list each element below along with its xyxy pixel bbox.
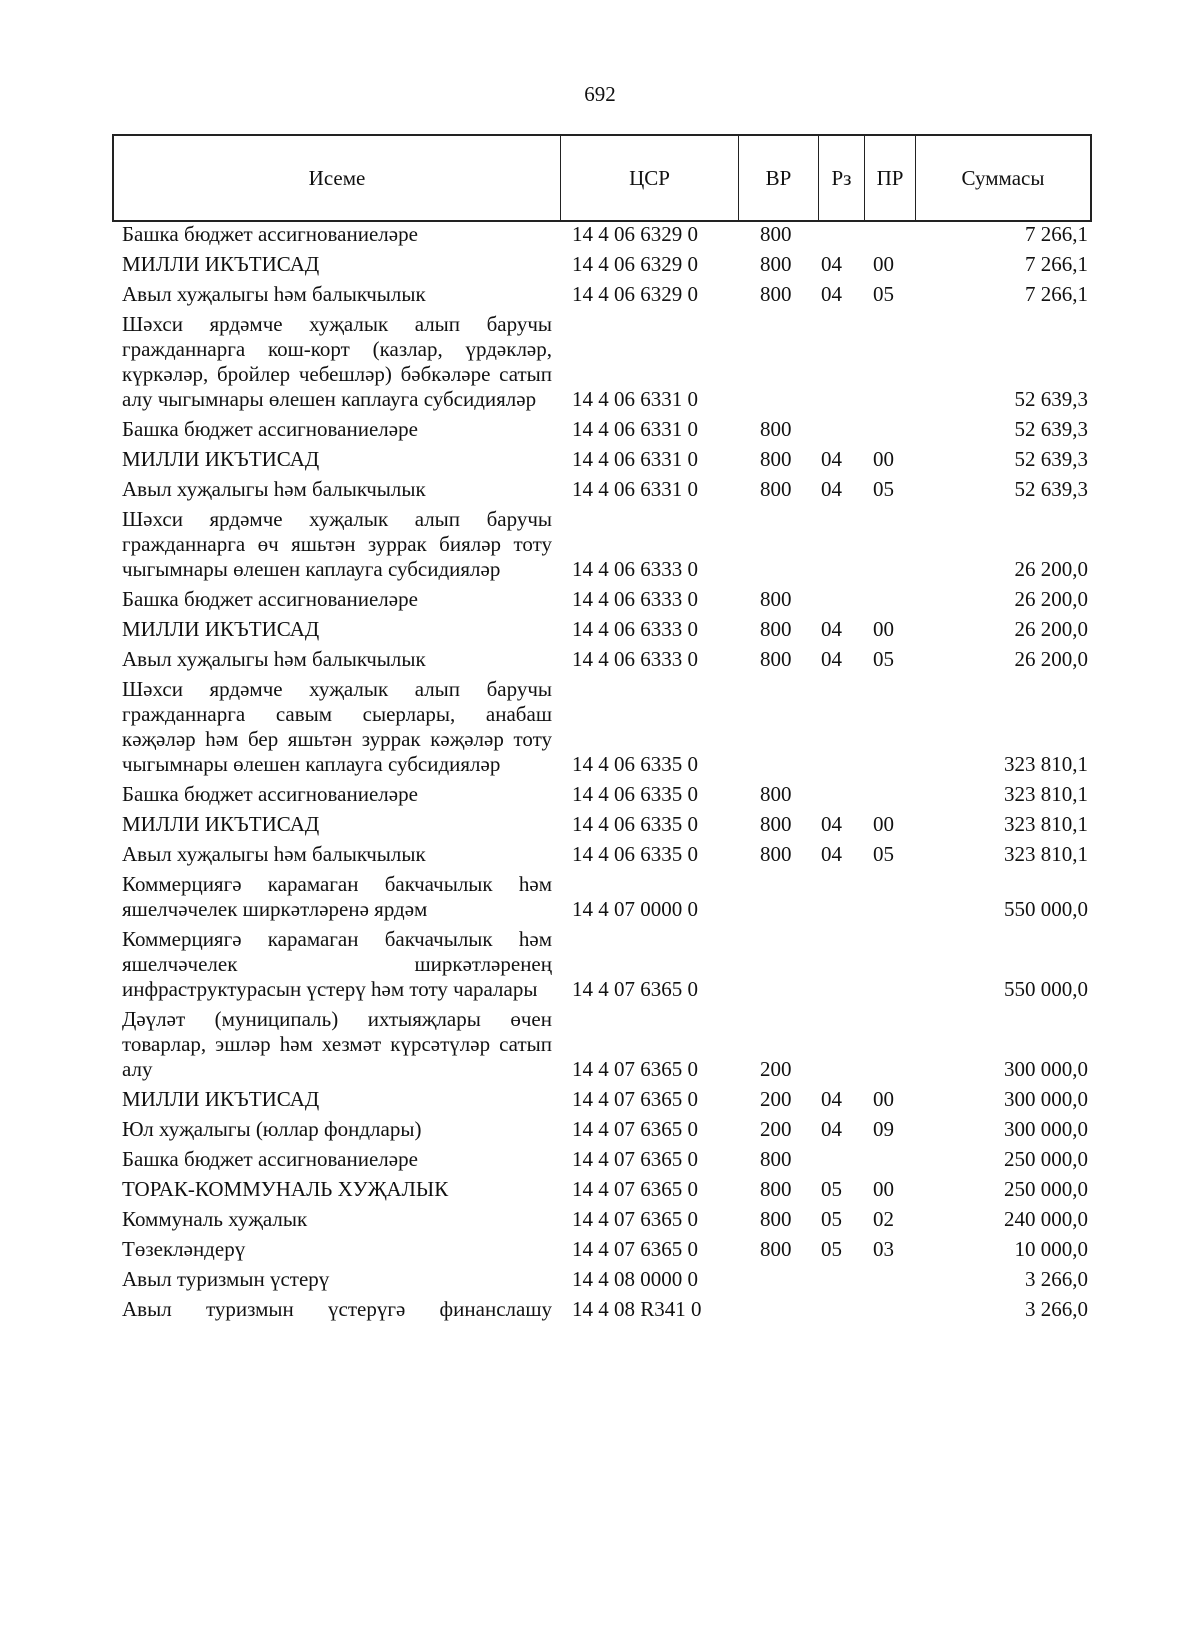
cell-name: Дәүләт (муниципаль) ихтыяҗлары өчен товарлар, эшләр һәм хезмәт күрсәтүләр сатып алу — [122, 1007, 552, 1081]
cell-pr: 03 — [873, 1237, 894, 1261]
page-number: 692 — [584, 82, 616, 106]
header-csr: ЦСР — [561, 136, 739, 220]
header-rz: Рз — [819, 136, 865, 220]
cell-rz: 04 — [821, 477, 842, 501]
table-row — [122, 222, 1088, 252]
cell-sum: 52 639,3 — [1014, 417, 1088, 441]
cell-name: Башка бюджет ассигнованиеләре — [122, 1147, 418, 1171]
cell-sum: 323 810,1 — [1004, 842, 1088, 866]
cell-csr: 14 4 07 6365 0 — [572, 1237, 698, 1261]
table-row — [122, 927, 1088, 1007]
cell-sum: 7 266,1 — [1025, 282, 1088, 306]
cell-vr: 200 — [760, 1057, 792, 1081]
cell-name: Коммерциягә карамаган бакчачылык һәм яшелчәчелек ширкәтләренә ярдәм — [122, 872, 552, 921]
cell-vr: 800 — [760, 1237, 792, 1261]
budget-table-body — [122, 222, 1088, 1327]
cell-pr: 00 — [873, 812, 894, 836]
cell-name: Төзекләндерү — [122, 1237, 246, 1261]
cell-sum: 7 266,1 — [1025, 252, 1088, 276]
header-pr: ПР — [865, 136, 916, 220]
cell-name: Коммерциягә карамаган бакчачылык һәм яшелчәчелек ширкәтләренең инфраструктурасын үстерү һәм тоту чаралары — [122, 927, 552, 1001]
cell-vr: 800 — [760, 782, 792, 806]
table-row — [122, 1207, 1088, 1237]
cell-sum: 26 200,0 — [1014, 617, 1088, 641]
cell-name: МИЛЛИ ИКЪТИСАД — [122, 812, 320, 836]
cell-vr: 800 — [760, 647, 792, 671]
cell-name: Шәхси ярдәмче хуҗалык алып баручы гражданнарга кош-корт (казлар, үрдәкләр, күркәләр, бройлер чебешләр) бәбкәләре сатып алу чыгымнары өлешен каплауга субсидияләр — [122, 312, 552, 411]
cell-pr: 00 — [873, 447, 894, 471]
cell-csr: 14 4 07 6365 0 — [572, 977, 698, 1001]
table-row — [122, 1297, 1088, 1327]
cell-sum: 52 639,3 — [1014, 477, 1088, 501]
cell-name: Коммуналь хуҗалык — [122, 1207, 308, 1231]
table-header — [112, 134, 1092, 222]
cell-sum: 300 000,0 — [1004, 1057, 1088, 1081]
table-row — [122, 447, 1088, 477]
cell-sum: 26 200,0 — [1014, 557, 1088, 581]
cell-csr: 14 4 06 6333 0 — [572, 617, 698, 641]
cell-pr: 00 — [873, 1087, 894, 1111]
cell-rz: 04 — [821, 1117, 842, 1141]
cell-vr: 800 — [760, 812, 792, 836]
table-row — [122, 477, 1088, 507]
cell-name: Шәхси ярдәмче хуҗалык алып баручы гражданнарга савым сыерлары, анабаш кәҗәләр һәм бер яшьтән зуррак кәҗәләр тоту чыгымнары өлешен каплауга субсидияләр — [122, 677, 552, 776]
table-row — [122, 842, 1088, 872]
cell-csr: 14 4 08 0000 0 — [572, 1267, 698, 1291]
table-row — [122, 587, 1088, 617]
cell-pr: 05 — [873, 842, 894, 866]
table-row — [122, 1007, 1088, 1087]
cell-sum: 323 810,1 — [1004, 812, 1088, 836]
cell-rz: 04 — [821, 647, 842, 671]
cell-csr: 14 4 06 6331 0 — [572, 387, 698, 411]
cell-sum: 52 639,3 — [1014, 387, 1088, 411]
cell-vr: 800 — [760, 587, 792, 611]
table-row — [122, 812, 1088, 842]
cell-csr: 14 4 07 6365 0 — [572, 1117, 698, 1141]
cell-sum: 52 639,3 — [1014, 447, 1088, 471]
table-row — [122, 1117, 1088, 1147]
cell-sum: 26 200,0 — [1014, 587, 1088, 611]
cell-rz: 04 — [821, 617, 842, 641]
cell-csr: 14 4 07 6365 0 — [572, 1177, 698, 1201]
cell-csr: 14 4 06 6333 0 — [572, 587, 698, 611]
cell-sum: 3 266,0 — [1025, 1297, 1088, 1321]
table-row — [122, 782, 1088, 812]
cell-csr: 14 4 06 6333 0 — [572, 647, 698, 671]
cell-vr: 800 — [760, 1147, 792, 1171]
cell-vr: 800 — [760, 1207, 792, 1231]
cell-csr: 14 4 06 6329 0 — [572, 252, 698, 276]
header-name: Исеме — [114, 136, 561, 220]
table-row — [122, 872, 1088, 927]
header-sum: Суммасы — [961, 165, 1045, 190]
cell-csr: 14 4 06 6335 0 — [572, 842, 698, 866]
cell-csr: 14 4 06 6335 0 — [572, 752, 698, 776]
cell-rz: 04 — [821, 252, 842, 276]
cell-pr: 00 — [873, 252, 894, 276]
cell-vr: 200 — [760, 1117, 792, 1141]
header-vr: ВР — [739, 136, 819, 220]
cell-vr: 800 — [760, 417, 792, 441]
cell-csr: 14 4 07 6365 0 — [572, 1207, 698, 1231]
cell-sum: 300 000,0 — [1004, 1117, 1088, 1141]
cell-rz: 04 — [821, 812, 842, 836]
cell-name: Авыл хуҗалыгы һәм балыкчылык — [122, 477, 426, 501]
table-row — [122, 312, 1088, 417]
cell-sum: 10 000,0 — [1014, 1237, 1088, 1261]
cell-csr: 14 4 07 0000 0 — [572, 897, 698, 921]
cell-sum: 300 000,0 — [1004, 1087, 1088, 1111]
cell-name: Авыл туризмын үстерү — [122, 1267, 330, 1291]
cell-csr: 14 4 08 R341 0 — [572, 1297, 702, 1321]
cell-sum: 250 000,0 — [1004, 1147, 1088, 1171]
cell-rz: 04 — [821, 842, 842, 866]
cell-sum: 250 000,0 — [1004, 1177, 1088, 1201]
cell-rz: 05 — [821, 1237, 842, 1261]
table-row — [122, 647, 1088, 677]
cell-name: ТОРАК-КОММУНАЛЬ ХУҖАЛЫК — [122, 1177, 449, 1201]
table-row — [122, 417, 1088, 447]
cell-vr: 800 — [760, 282, 792, 306]
cell-rz: 04 — [821, 447, 842, 471]
cell-name: Башка бюджет ассигнованиеләре — [122, 417, 418, 441]
cell-csr: 14 4 07 6365 0 — [572, 1057, 698, 1081]
cell-vr: 800 — [760, 617, 792, 641]
cell-sum: 7 266,1 — [1025, 222, 1088, 246]
cell-name: Башка бюджет ассигнованиеләре — [122, 782, 418, 806]
cell-csr: 14 4 06 6331 0 — [572, 417, 698, 441]
cell-rz: 05 — [821, 1207, 842, 1231]
cell-vr: 800 — [760, 842, 792, 866]
cell-csr: 14 4 07 6365 0 — [572, 1087, 698, 1111]
table-row — [122, 1237, 1088, 1267]
cell-name: МИЛЛИ ИКЪТИСАД — [122, 447, 320, 471]
cell-vr: 200 — [760, 1087, 792, 1111]
cell-name: Башка бюджет ассигнованиеләре — [122, 587, 418, 611]
cell-csr: 14 4 06 6329 0 — [572, 222, 698, 246]
cell-pr: 02 — [873, 1207, 894, 1231]
cell-name: Авыл хуҗалыгы һәм балыкчылык — [122, 647, 426, 671]
cell-csr: 14 4 07 6365 0 — [572, 1147, 698, 1171]
table-row — [122, 1147, 1088, 1177]
cell-csr: 14 4 06 6331 0 — [572, 477, 698, 501]
cell-name: Юл хуҗалыгы (юллар фондлары) — [122, 1117, 422, 1141]
cell-pr: 09 — [873, 1117, 894, 1141]
cell-sum: 550 000,0 — [1004, 897, 1088, 921]
cell-rz: 04 — [821, 282, 842, 306]
table-row — [122, 617, 1088, 647]
table-row — [122, 677, 1088, 782]
cell-name: Авыл хуҗалыгы һәм балыкчылык — [122, 842, 426, 866]
cell-name: МИЛЛИ ИКЪТИСАД — [122, 252, 320, 276]
cell-name: Авыл хуҗалыгы һәм балыкчылык — [122, 282, 426, 306]
table-row — [122, 1177, 1088, 1207]
cell-pr: 05 — [873, 282, 894, 306]
cell-csr: 14 4 06 6335 0 — [572, 782, 698, 806]
table-row — [122, 1267, 1088, 1297]
cell-sum: 323 810,1 — [1004, 782, 1088, 806]
cell-vr: 800 — [760, 252, 792, 276]
cell-pr: 05 — [873, 647, 894, 671]
cell-pr: 00 — [873, 617, 894, 641]
cell-name: Шәхси ярдәмче хуҗалык алып баручы гражданнарга өч яшьтән зуррак бияләр тоту чыгымнары өлешен каплауга субсидияләр — [122, 507, 552, 581]
cell-name: МИЛЛИ ИКЪТИСАД — [122, 1087, 320, 1111]
cell-sum: 26 200,0 — [1014, 647, 1088, 671]
cell-vr: 800 — [760, 477, 792, 501]
cell-name: Авыл туризмын үстерүгә финанслашу — [122, 1297, 552, 1321]
cell-csr: 14 4 06 6333 0 — [572, 557, 698, 581]
cell-sum: 323 810,1 — [1004, 752, 1088, 776]
cell-vr: 800 — [760, 1177, 792, 1201]
cell-rz: 04 — [821, 1087, 842, 1111]
table-row — [122, 252, 1088, 282]
cell-vr: 800 — [760, 447, 792, 471]
table-row — [122, 1087, 1088, 1117]
table-row — [122, 507, 1088, 587]
cell-csr: 14 4 06 6329 0 — [572, 282, 698, 306]
cell-sum: 240 000,0 — [1004, 1207, 1088, 1231]
cell-name: МИЛЛИ ИКЪТИСАД — [122, 617, 320, 641]
cell-csr: 14 4 06 6331 0 — [572, 447, 698, 471]
cell-vr: 800 — [760, 222, 792, 246]
cell-pr: 00 — [873, 1177, 894, 1201]
cell-sum: 550 000,0 — [1004, 977, 1088, 1001]
cell-name: Башка бюджет ассигнованиеләре — [122, 222, 418, 246]
cell-csr: 14 4 06 6335 0 — [572, 812, 698, 836]
cell-pr: 05 — [873, 477, 894, 501]
cell-rz: 05 — [821, 1177, 842, 1201]
table-row — [122, 282, 1088, 312]
cell-sum: 3 266,0 — [1025, 1267, 1088, 1291]
